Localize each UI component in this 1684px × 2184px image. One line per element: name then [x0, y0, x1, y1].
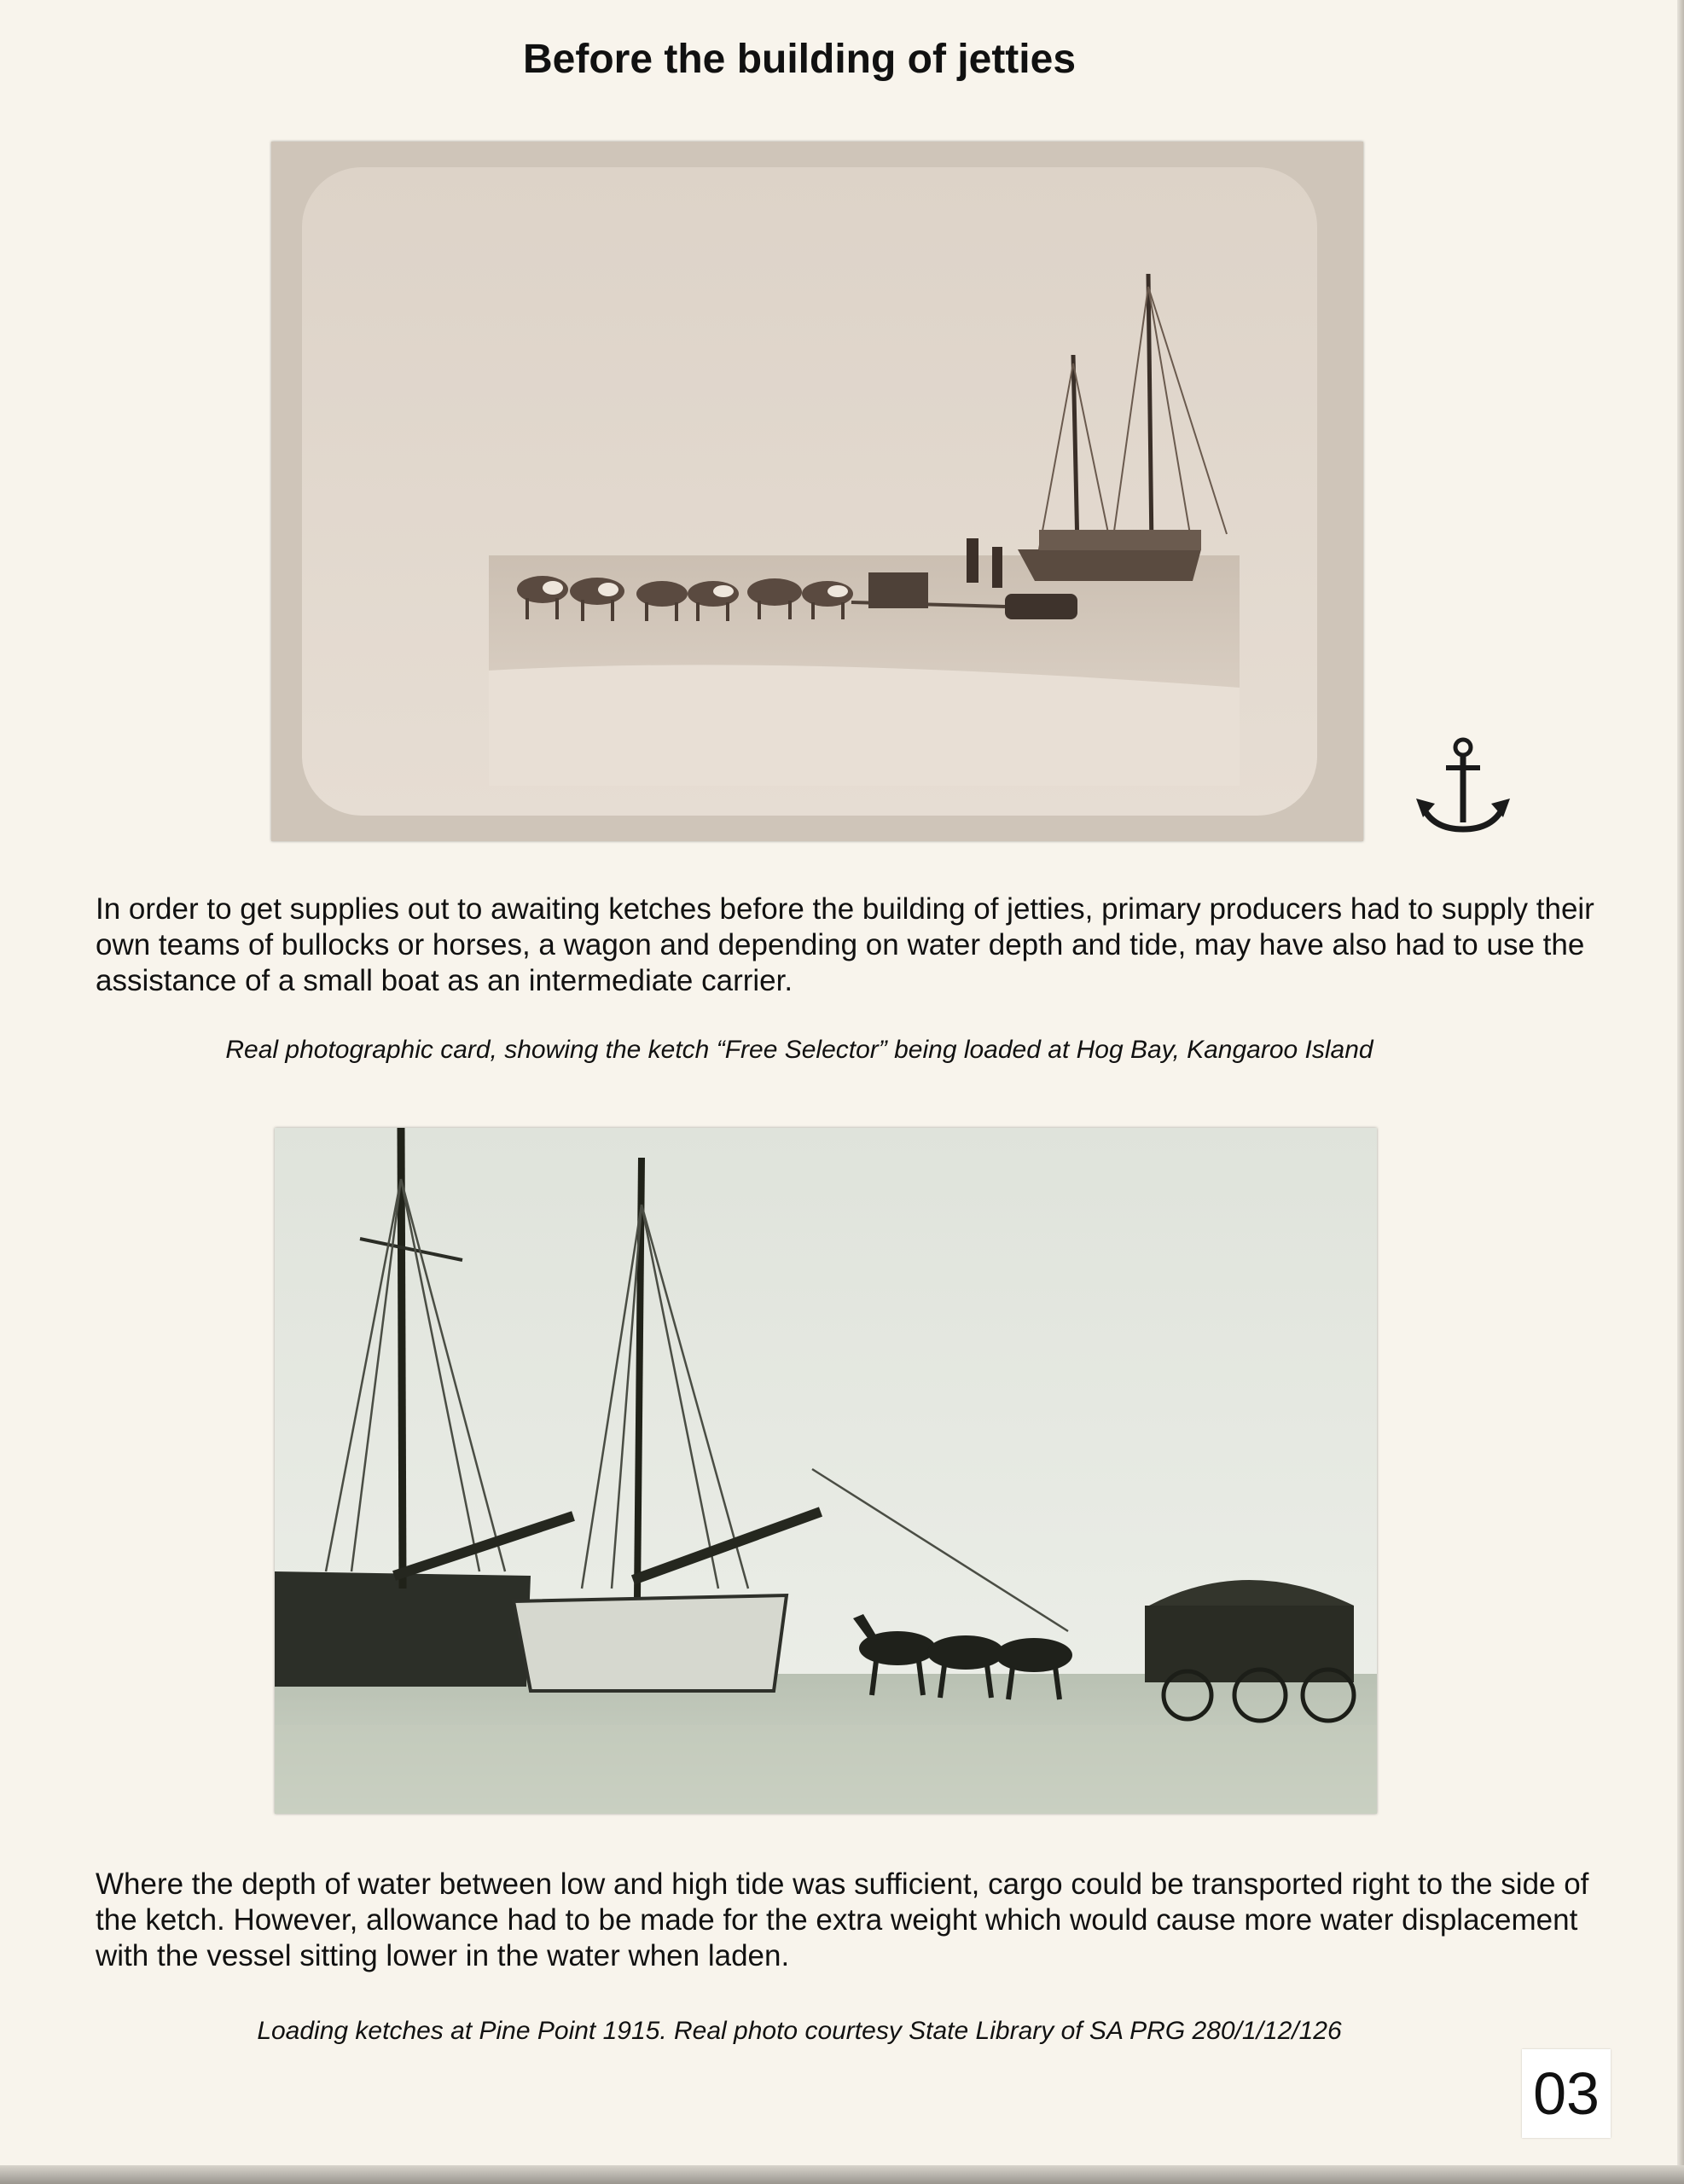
- section1-caption: Real photographic card, showing the ketch “Free Selector” being loaded at Hog Bay, Kangaroo Island: [225, 1036, 1373, 1064]
- section1-paragraph: In order to get supplies out to awaiting ketches before the building of jetties, primary producers had to supply their own teams of bullocks or horses, a wagon and depending on water depth and tide, may have also had to use the assistance of a small boat as an intermediate carrier.: [96, 892, 1594, 997]
- page-title: Before the building of jetties: [522, 37, 1077, 82]
- photo-horse-wagon-loading-ketches: [275, 1128, 1377, 1814]
- section2-paragraph: Where the depth of water between low and high tide was sufficient, cargo could be transported right to the side of the ketch. However, allowance had to be made for the extra weight which would cause more water displacement with the vessel sitting lower in the water when laden.: [96, 1867, 1589, 1972]
- page-number: 03: [1522, 2049, 1611, 2138]
- photo-bullock-team-loading-ketch: [271, 142, 1363, 841]
- section2-caption: Loading ketches at Pine Point 1915. Real photo courtesy State Library of SA PRG 280/1/12/126: [257, 2017, 1342, 2045]
- page-edge: [0, 2165, 1684, 2184]
- page-edge: [1677, 0, 1684, 2165]
- anchor-icon: [1416, 737, 1510, 836]
